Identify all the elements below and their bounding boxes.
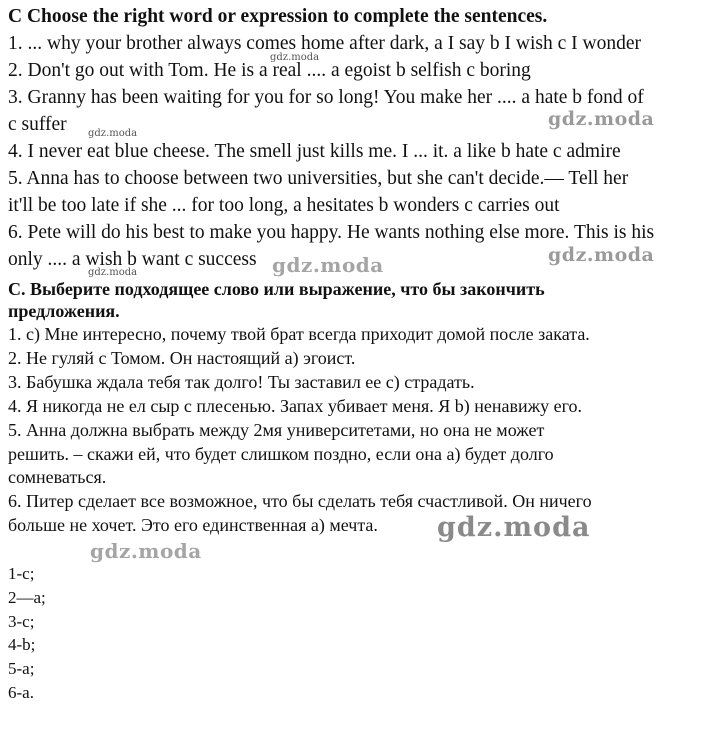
russian-line-6: 6. Питер сделает все возможное, что бы сделать тебя счастливой. Он ничего: [8, 491, 592, 511]
english-heading: C Choose the right word or expression to complete the sentences.: [8, 6, 548, 27]
answer-5: 5-a;: [8, 659, 35, 678]
english-line-4: 4. I never eat blue cheese. The smell just kills me. I ... it. a like b hate c admire: [8, 141, 621, 162]
watermark: gdz.moda: [88, 128, 138, 139]
english-line-1: 1. ... why your brother always comes home after dark, a I say b I wish c I wonder: [8, 33, 642, 54]
english-line-6-cont: only .... a wish b want c success: [8, 249, 257, 270]
english-line-2: 2. Don't go out with Tom. He is a real .... a egoist b selfish c boring: [8, 60, 531, 81]
russian-line-5: 5. Анна должна выбрать между 2мя университетами, но она не может: [8, 420, 545, 440]
russian-line-5-end: сомневаться.: [8, 467, 107, 487]
answer-2: 2—a;: [8, 588, 46, 607]
watermark: gdz.moda: [548, 108, 655, 130]
answer-3: 3-c;: [8, 612, 35, 631]
russian-heading-1: С. Выберите подходящее слово или выражение, что бы закончить: [8, 279, 545, 299]
answer-4: 4-b;: [8, 635, 36, 654]
answer-6: 6-a.: [8, 683, 34, 702]
english-line-3-cont: c suffer: [8, 114, 67, 135]
english-line-5-cont: it'll be too late if she ... for too long, a hesitates b wonders c carries out: [8, 195, 560, 216]
watermark: gdz.moda: [88, 267, 138, 278]
watermark: gdz.moda: [90, 539, 202, 563]
russian-line-5-cont: решить. – скажи ей, что будет слишком поздно, если она а) будет долго: [8, 444, 554, 464]
watermark: gdz.moda: [270, 52, 320, 63]
answer-1: 1-c;: [8, 564, 35, 583]
english-line-6: 6. Pete will do his best to make you happy. He wants nothing else more. This is his: [8, 222, 655, 243]
english-line-5: 5. Anna has to choose between two universities, but she can't decide.— Tell her: [8, 168, 629, 189]
english-line-3: 3. Granny has been waiting for you for so long! You make her .... a hate b fond of: [8, 87, 644, 108]
russian-line-4: 4. Я никогда не ел сыр с плесенью. Запах убивает меня. Я b) ненавижу его.: [8, 396, 583, 416]
watermark: gdz.moda: [548, 244, 655, 266]
russian-line-1: 1. c) Мне интересно, почему твой брат всегда приходит домой после заката.: [8, 324, 590, 344]
russian-line-6-cont: больше не хочет. Это его единственная а) мечта.: [8, 515, 378, 535]
russian-heading-2: предложения.: [8, 301, 120, 321]
russian-line-3: 3. Бабушка ждала тебя так долго! Ты заставил ее c) страдать.: [8, 372, 475, 392]
watermark: gdz.moda: [272, 253, 384, 277]
watermark: gdz.moda: [437, 512, 591, 543]
russian-line-2: 2. Не гуляй с Томом. Он настоящий а) эгоист.: [8, 348, 356, 368]
